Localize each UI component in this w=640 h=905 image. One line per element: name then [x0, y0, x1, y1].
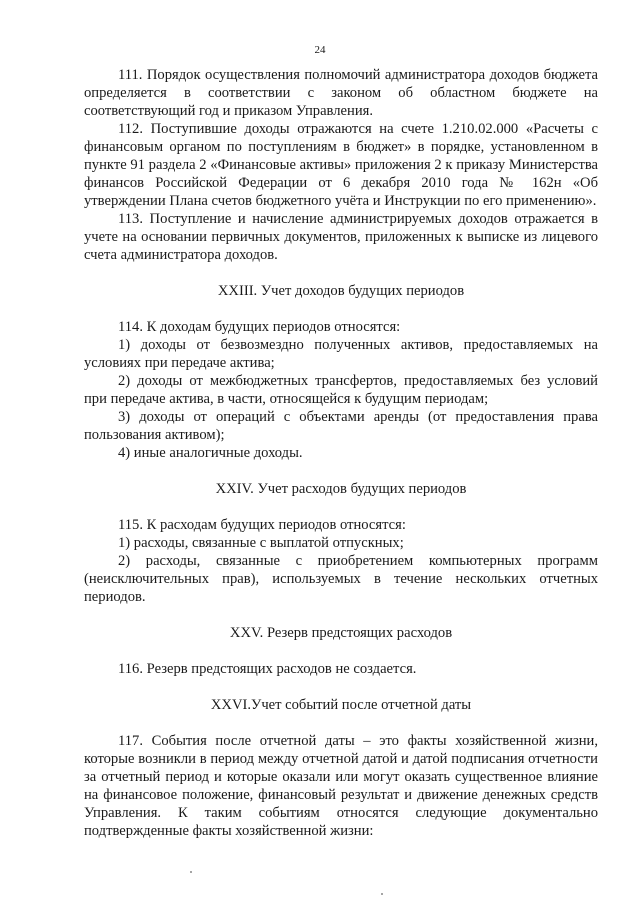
paragraph-116: 116. Резерв предстоящих расходов не создается.	[118, 661, 417, 677]
scan-speck	[381, 893, 383, 895]
list-item-115-1: 1) расходы, связанные с выплатой отпускных;	[118, 535, 404, 551]
section-26-heading: XXVI.Учет событий после отчетной даты	[210, 697, 472, 713]
list-item-114-3: 3) доходы от операций с объектами аренды (от предоставления права пользования активом);	[84, 409, 598, 443]
document-body	[84, 66, 598, 840]
paragraph-114: 114. К доходам будущих периодов относятся:	[118, 319, 401, 335]
paragraph-117: 117. События после отчетной даты – это факты хозяйственной жизни, которые возникли в период между отчетной датой и датой подписания отчетности за отчетный период и которые оказали или могут оказать существенное влияние на финансовое положение, финансовый результат и движение денежных средств Управления. К таким событиям относятся следующие документально подтвержденные факты хозяйственной жизни:	[84, 733, 598, 839]
paragraph-115: 115. К расходам будущих периодов относятся:	[118, 517, 406, 533]
paragraph-112: 112. Поступившие доходы отражаются на счете 1.210.02.000 «Расчеты с финансовым органом по поступлениям в бюджет» в порядке, установленном в пункте 91 раздела 2 «Финансовые активы» приложения 2 к приказу Министерства финансов Российской Федерации от 6 декабря 2010 года № 162н «Об утверждении Плана счетов бюджетного учёта и Инструкции по его применению».	[84, 121, 598, 209]
list-item-114-4: 4) иные аналогичные доходы.	[118, 445, 303, 461]
list-item-114-1: 1) доходы от безвозмездно полученных активов, предоставляемых на условиях при передаче актива;	[84, 337, 598, 371]
section-23-heading: XXIII. Учет доходов будущих периодов	[217, 283, 465, 299]
section-25-heading: XXV. Резерв предстоящих расходов	[229, 625, 453, 641]
scan-speck	[190, 871, 192, 873]
section-24-heading: XXIV. Учет расходов будущих периодов	[215, 481, 467, 497]
page-number: 24	[314, 44, 326, 56]
paragraph-111: 111. Порядок осуществления полномочий администратора доходов бюджета определяется в соответствии с законом об областном бюджете на соответствующий год и приказом Управления.	[84, 67, 598, 119]
paragraph-113: 113. Поступление и начисление администрируемых доходов отражается в учете на основании первичных документов, приложенных к выписке из лицевого счета администратора доходов.	[84, 211, 598, 263]
list-item-114-2: 2) доходы от межбюджетных трансфертов, предоставляемых без условий при передаче актива, в части, относящейся к будущим периодам;	[84, 373, 598, 407]
list-item-115-2: 2) расходы, связанные с приобретением компьютерных программ (неисключительных прав), используемых в течение нескольких отчетных периодов.	[84, 553, 598, 605]
